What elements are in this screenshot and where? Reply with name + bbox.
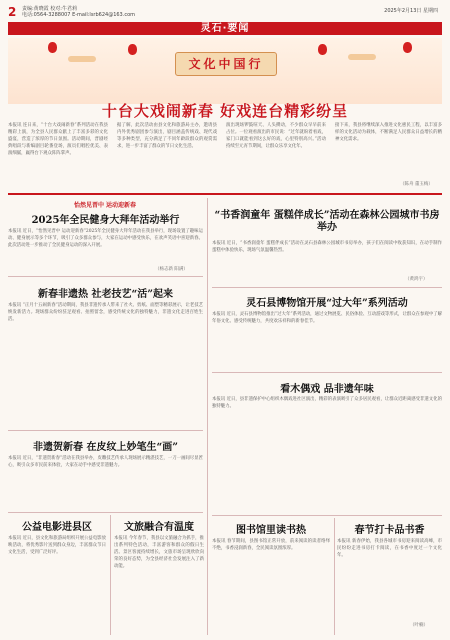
article-title: 春节打卡品书香	[354, 525, 425, 536]
article-body: 本报讯 近日，灵石县博物馆推出“过大年”系列活动，通过文物展览、民俗体验、互动游戏等形式，让群众在参观中了解年俗文化、感受传统魅力，共度欢乐祥和的新春佳节。	[212, 312, 442, 324]
main-article-col4: 接下来，我县将继续深入推进文化惠民工程，以丰富多样的文化活动为载体，不断满足人民群众日益增长的精神文化需求。	[335, 123, 442, 142]
kicker: 怡然见晋中 运动迎新春	[73, 202, 137, 209]
cloud-icon	[68, 56, 96, 62]
article-body: 本报讯 新春伊始，我县各城市书房迎来阅读高峰，市民纷纷走进书房打卡阅读，在书香中度过一个文化年。	[337, 539, 442, 558]
contact-line: 电话:0564-3288007 E-mail:lsrb624@163.com	[22, 12, 136, 18]
article-credit: （杨志新 阳满）	[155, 267, 188, 272]
editor-line: 责编:黄晓霞 校对:牛君莉	[22, 6, 77, 12]
headline: 十台大戏闹新春 好戏连台精彩纷呈	[101, 102, 349, 120]
article-body: 本报讯 今年春节，我县以文旅融合为抓手，推出系列特色活动，丰富游客和群众的假日生活。景区客流持续增长，文旅市场呈现欣欣向荣的良好态势，为全县经济社会发展注入了新动能。	[114, 536, 204, 569]
article-title: 公益电影进县区	[22, 522, 92, 533]
main-article-col3: 演出现场锣鼓喧天、人头攒动，不少群众早早前来占位。一位观看演出的市民说：“过年就盼着看戏，家门口就能看到这么好的戏，心里特别高兴。”活动持续至元宵节期间，让群众乐享文化年。	[226, 123, 326, 149]
article-body: 本报讯 近日，“非遗贺新春”活动在我县举办，皮雕技艺传承人现场展示精湛技艺，一刀一画间尽显匠心，吸引众多市民前来体验，大家在动手中感受非遗魅力。	[8, 456, 203, 468]
article-body: 本报讯 近日，县非遗保护中心组织木偶戏进社区演出，精彩的表演吸引了众多居民观看，让群众近距离感受非遗文化的独特魅力。	[212, 397, 442, 409]
main-article-col1: 本报讯 连日来，“十台大戏闹新春”系列活动在我县精彩上演，为全县人民群众献上了丰富多彩的文化盛宴，营造了浓厚的节日氛围。活动期间，晋剧经典唱段与新编剧目轮番登场，演员们唱腔优美、表演细腻，赢得台下观众阵阵掌声。	[8, 123, 108, 156]
editor-info	[22, 6, 135, 18]
article-body: 本报讯 “正月十五闹新春”活动期间，我县非遗传承人带来了社火、剪纸、面塑等精彩展示，让老技艺焕发新活力。现场群众纷纷驻足观看、拍照留念，感受传统文化的独特魅力，非遗文化走进百姓生活。	[8, 303, 203, 322]
article-body: 本报讯 近日，“怡然见晋中 运动迎新春”2025年全民健身大拜年活动在我县举行，现场设置了趣味运动、健身展示等多个环节，吸引了众多群众参与，大家在运动中感受快乐，在欢声笑语中喜迎新春。此次活动进一步推动了全民健身运动的深入开展。	[8, 229, 203, 248]
section-title: 灵石·要闻	[200, 23, 250, 34]
main-article-col2: 据了解，此次活动由县文化和旅游局主办，邀请县内外优秀剧团参与演出，剧目涵盖传统戏、现代戏等多种类型，充分满足了不同年龄段群众的观赏需求，进一步丰富了群众的节日文化生活。	[117, 123, 217, 149]
article-title: 2025年全民健身大拜年活动举行	[31, 215, 180, 226]
article-body: 本报讯 春节期间，县图书馆正常开放，前来阅读的读者络绎不绝，书香浸润新春，全民阅读氛围浓厚。	[212, 539, 330, 551]
banner-title: 文化中国行	[175, 52, 277, 76]
issue-date: 2025年2月13日 星期四	[384, 8, 438, 14]
divider	[8, 512, 203, 513]
divider	[8, 430, 203, 431]
divider	[212, 372, 442, 373]
article-body: 本报讯 近日，“书香润童年 蛋糕伴成长”活动在灵石县森林公园城市书房举办，孩子们在阅读中收获知识，在动手制作蛋糕中体验快乐，现场气氛温馨热烈。	[212, 241, 442, 253]
lantern-icon	[128, 44, 137, 55]
lantern-icon	[48, 42, 57, 53]
article-title: 看木偶戏 品非遗年味	[280, 384, 374, 395]
divider	[334, 518, 335, 635]
article-title: 文旅融合有温度	[124, 522, 194, 533]
main-credit: （陈舟 董玉梅）	[400, 182, 433, 187]
article-body: 本报讯 近日，县文化和旅游局组织开展公益电影放映活动，将优秀影片送到群众身边，丰富群众节日文化生活，受到广泛好评。	[8, 536, 106, 555]
article-title: 新春非遗热 社老技艺“活”起来	[38, 289, 173, 300]
divider	[8, 276, 203, 277]
divider	[110, 515, 111, 635]
cloud-icon	[348, 54, 376, 60]
article-credit: （黄鸿宇）	[405, 277, 428, 282]
divider	[212, 287, 442, 288]
lantern-icon	[403, 42, 412, 53]
article-title: “书香润童年 蛋糕伴成长”活动在森林公园城市书房举办	[214, 210, 440, 233]
lantern-icon	[318, 44, 327, 55]
divider	[212, 515, 442, 516]
article-credit: （叶楠）	[410, 623, 428, 628]
page-number: 2	[8, 5, 17, 19]
article-title: 图书馆里读书热	[236, 525, 306, 536]
article-title: 灵石县博物馆开展“过大年”系列活动	[246, 298, 408, 309]
divider	[8, 193, 442, 195]
divider	[207, 198, 208, 635]
article-title: 非遗贺新春 在皮纹上妙笔生“画”	[33, 442, 178, 453]
